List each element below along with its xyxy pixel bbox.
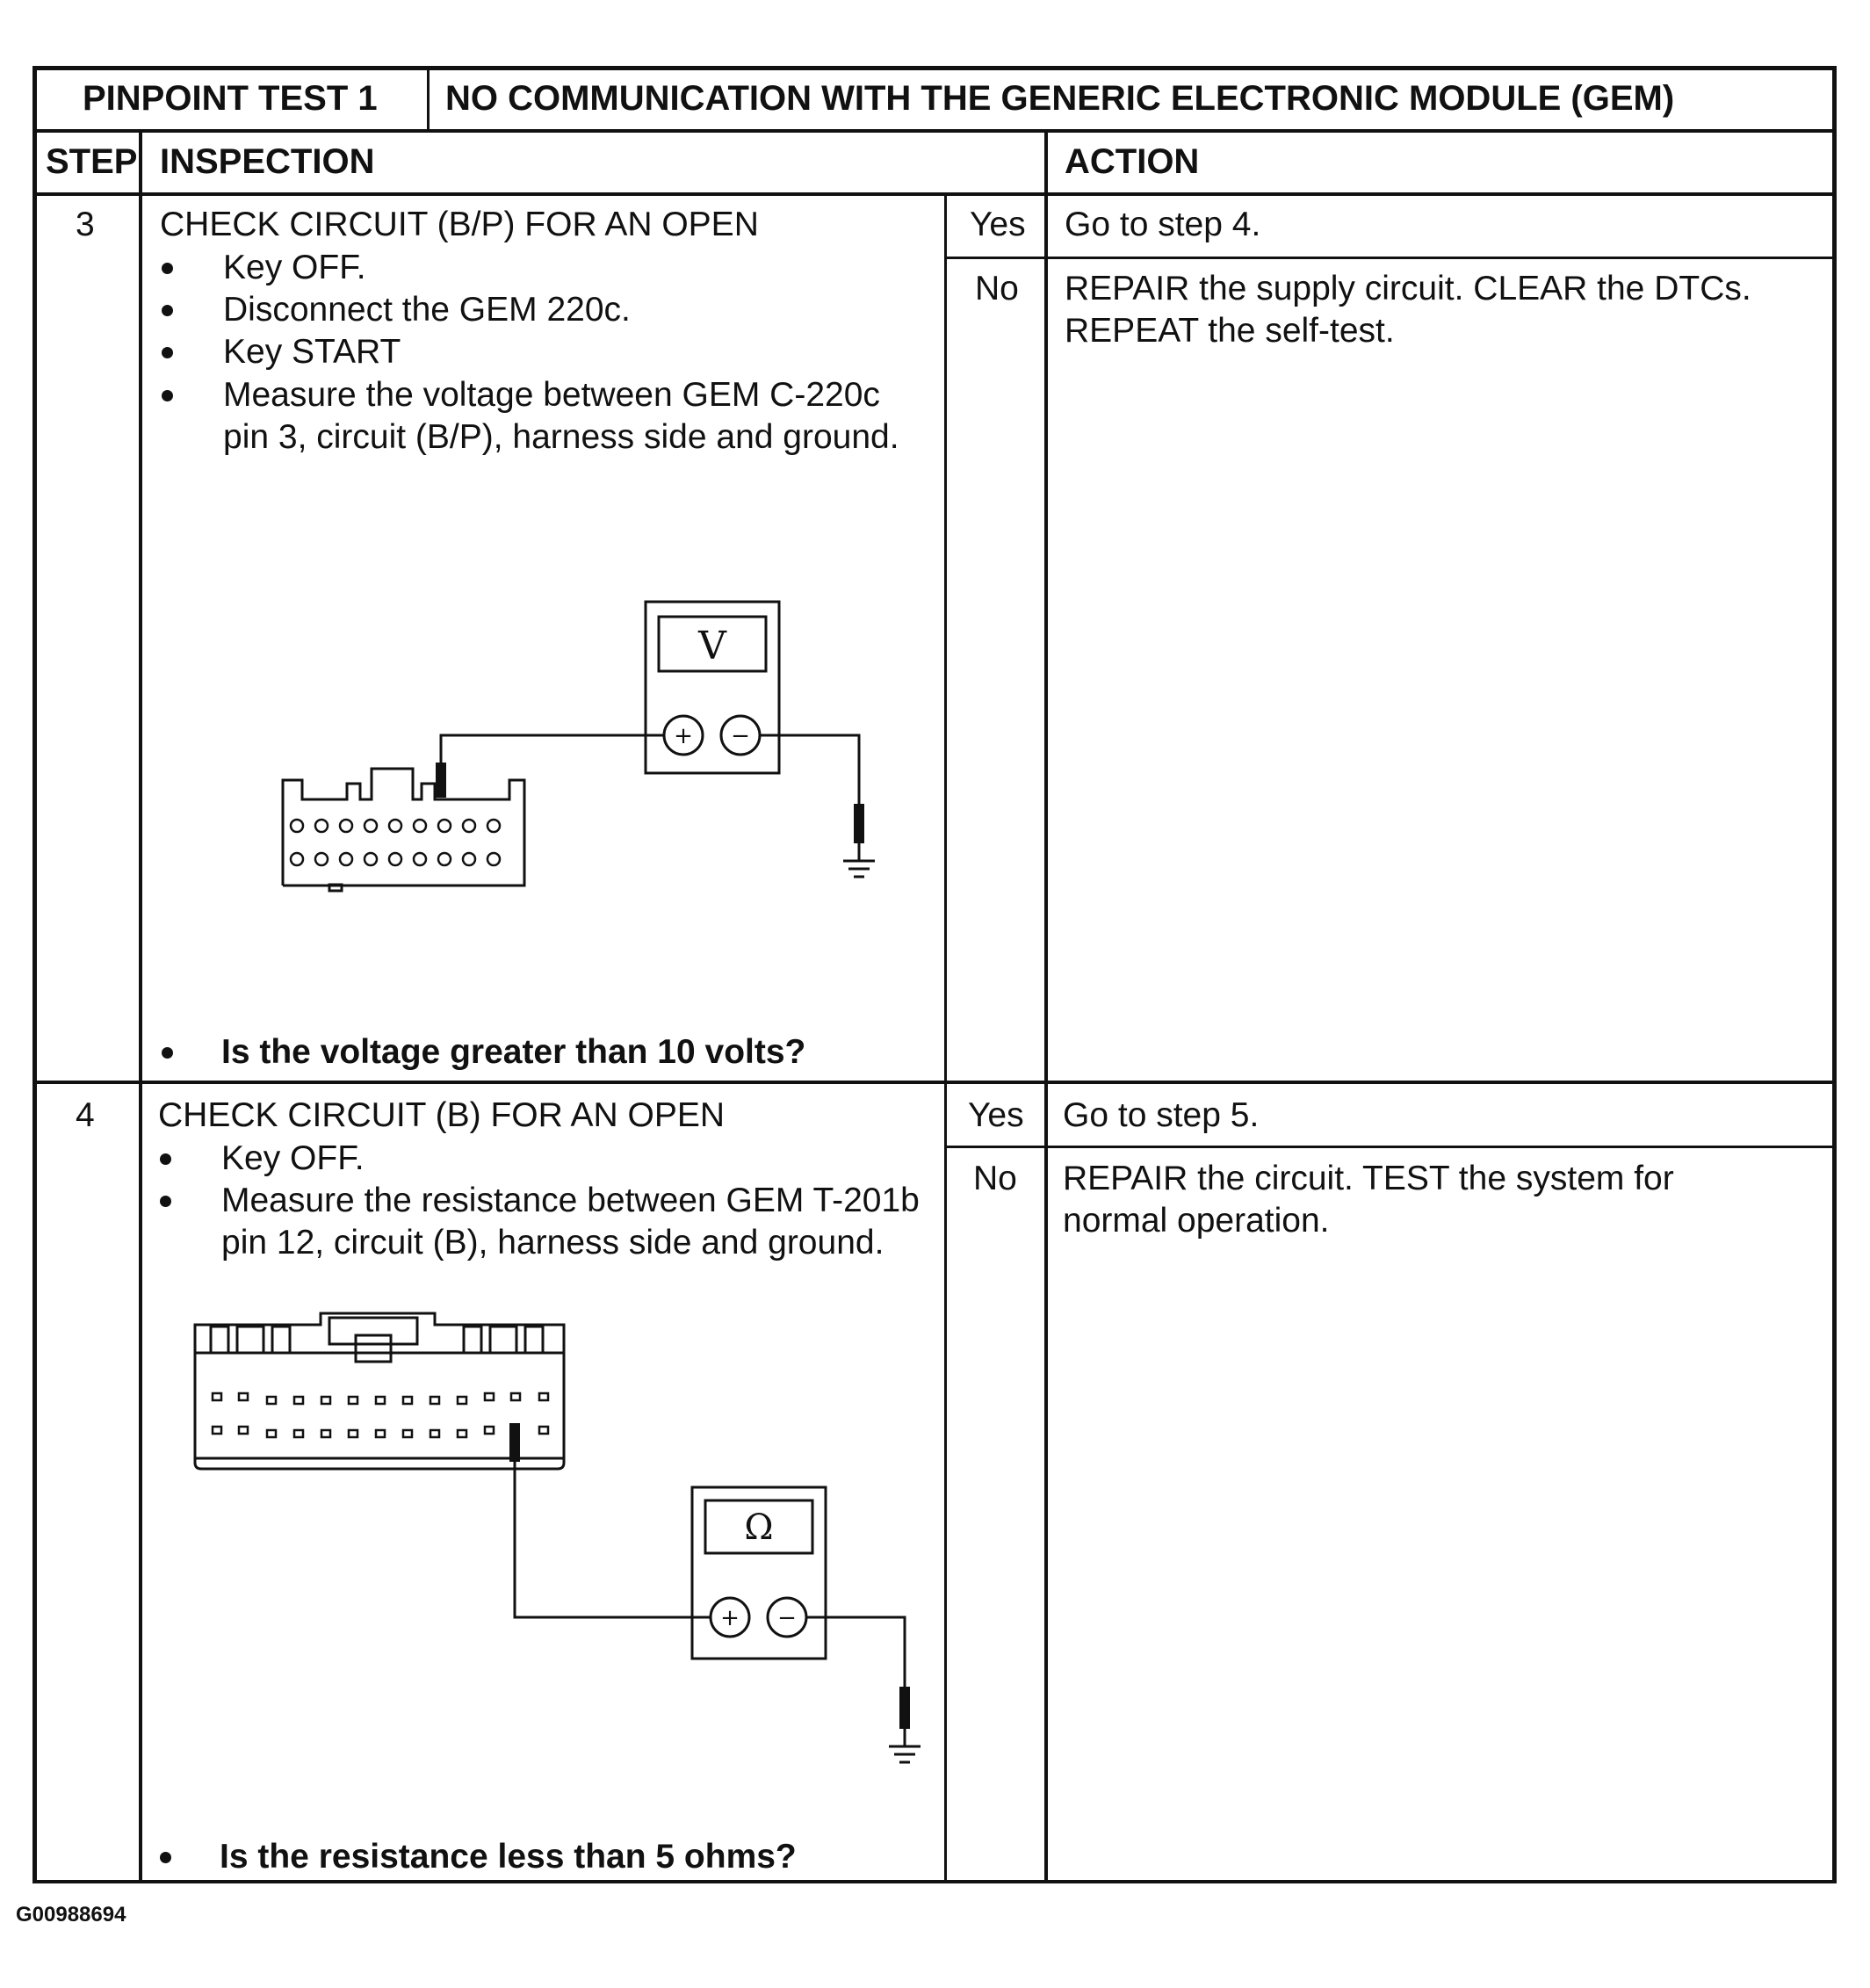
inspection-bullet: Key OFF.	[223, 249, 366, 286]
step-title: CHECK CIRCUIT (B/P) FOR AN OPEN	[160, 206, 759, 243]
meter-plus: +	[720, 1605, 740, 1631]
bullet-dot	[162, 390, 173, 401]
bullet-dot	[160, 1196, 171, 1207]
inspection-bullet: Key START	[223, 333, 401, 371]
step-column-header: STEP	[46, 142, 138, 181]
bullet-dot	[162, 347, 173, 358]
no-label: No	[973, 1160, 1017, 1197]
yes-label: Yes	[970, 206, 1026, 243]
bullet-dot	[160, 1852, 171, 1863]
bullet-dot	[162, 1047, 173, 1059]
inspection-bullet-continued: pin 12, circuit (B), harness side and ground.	[221, 1224, 884, 1261]
inspection-bullet: Measure the voltage between GEM C-220c	[223, 376, 880, 414]
meter-minus: −	[731, 723, 750, 749]
step-question: Is the resistance less than 5 ohms?	[220, 1838, 797, 1876]
inspection-column-header: INSPECTION	[160, 142, 375, 181]
inspection-bullet: Key OFF.	[221, 1139, 365, 1177]
no-action: REPAIR the supply circuit. CLEAR the DTCs.	[1065, 270, 1751, 307]
inspection-bullet: Disconnect the GEM 220c.	[223, 291, 631, 329]
meter-symbol: V	[698, 624, 726, 669]
yes-label: Yes	[968, 1096, 1024, 1134]
resistance-test-diagram	[184, 1309, 957, 1783]
no-label: No	[975, 270, 1019, 307]
step-number: 4	[76, 1096, 95, 1134]
step-title: CHECK CIRCUIT (B) FOR AN OPEN	[158, 1096, 726, 1134]
no-action-continued: normal operation.	[1063, 1202, 1330, 1240]
bullet-dot	[162, 263, 173, 274]
yes-action: Go to step 4.	[1065, 206, 1261, 243]
bullet-dot	[160, 1153, 171, 1165]
voltage-test-diagram	[264, 589, 896, 905]
inspection-bullet: Measure the resistance between GEM T-201b	[221, 1182, 920, 1219]
test-title: NO COMMUNICATION WITH THE GENERIC ELECTRONIC MODULE (GEM)	[445, 79, 1675, 118]
step-question: Is the voltage greater than 10 volts?	[221, 1033, 806, 1071]
no-action-continued: REPEAT the self-test.	[1065, 312, 1395, 350]
action-column-header: ACTION	[1065, 142, 1200, 181]
no-action: REPAIR the circuit. TEST the system for	[1063, 1160, 1674, 1197]
meter-minus: −	[777, 1605, 797, 1631]
figure-id: G00988694	[16, 1903, 126, 1927]
bullet-dot	[162, 305, 173, 316]
yes-action: Go to step 5.	[1063, 1096, 1260, 1134]
step-number: 3	[76, 206, 95, 243]
inspection-bullet-continued: pin 3, circuit (B/P), harness side and ground.	[223, 418, 899, 456]
test-label: PINPOINT TEST 1	[83, 79, 378, 118]
meter-symbol: Ω	[744, 1507, 774, 1548]
meter-plus: +	[674, 723, 693, 749]
